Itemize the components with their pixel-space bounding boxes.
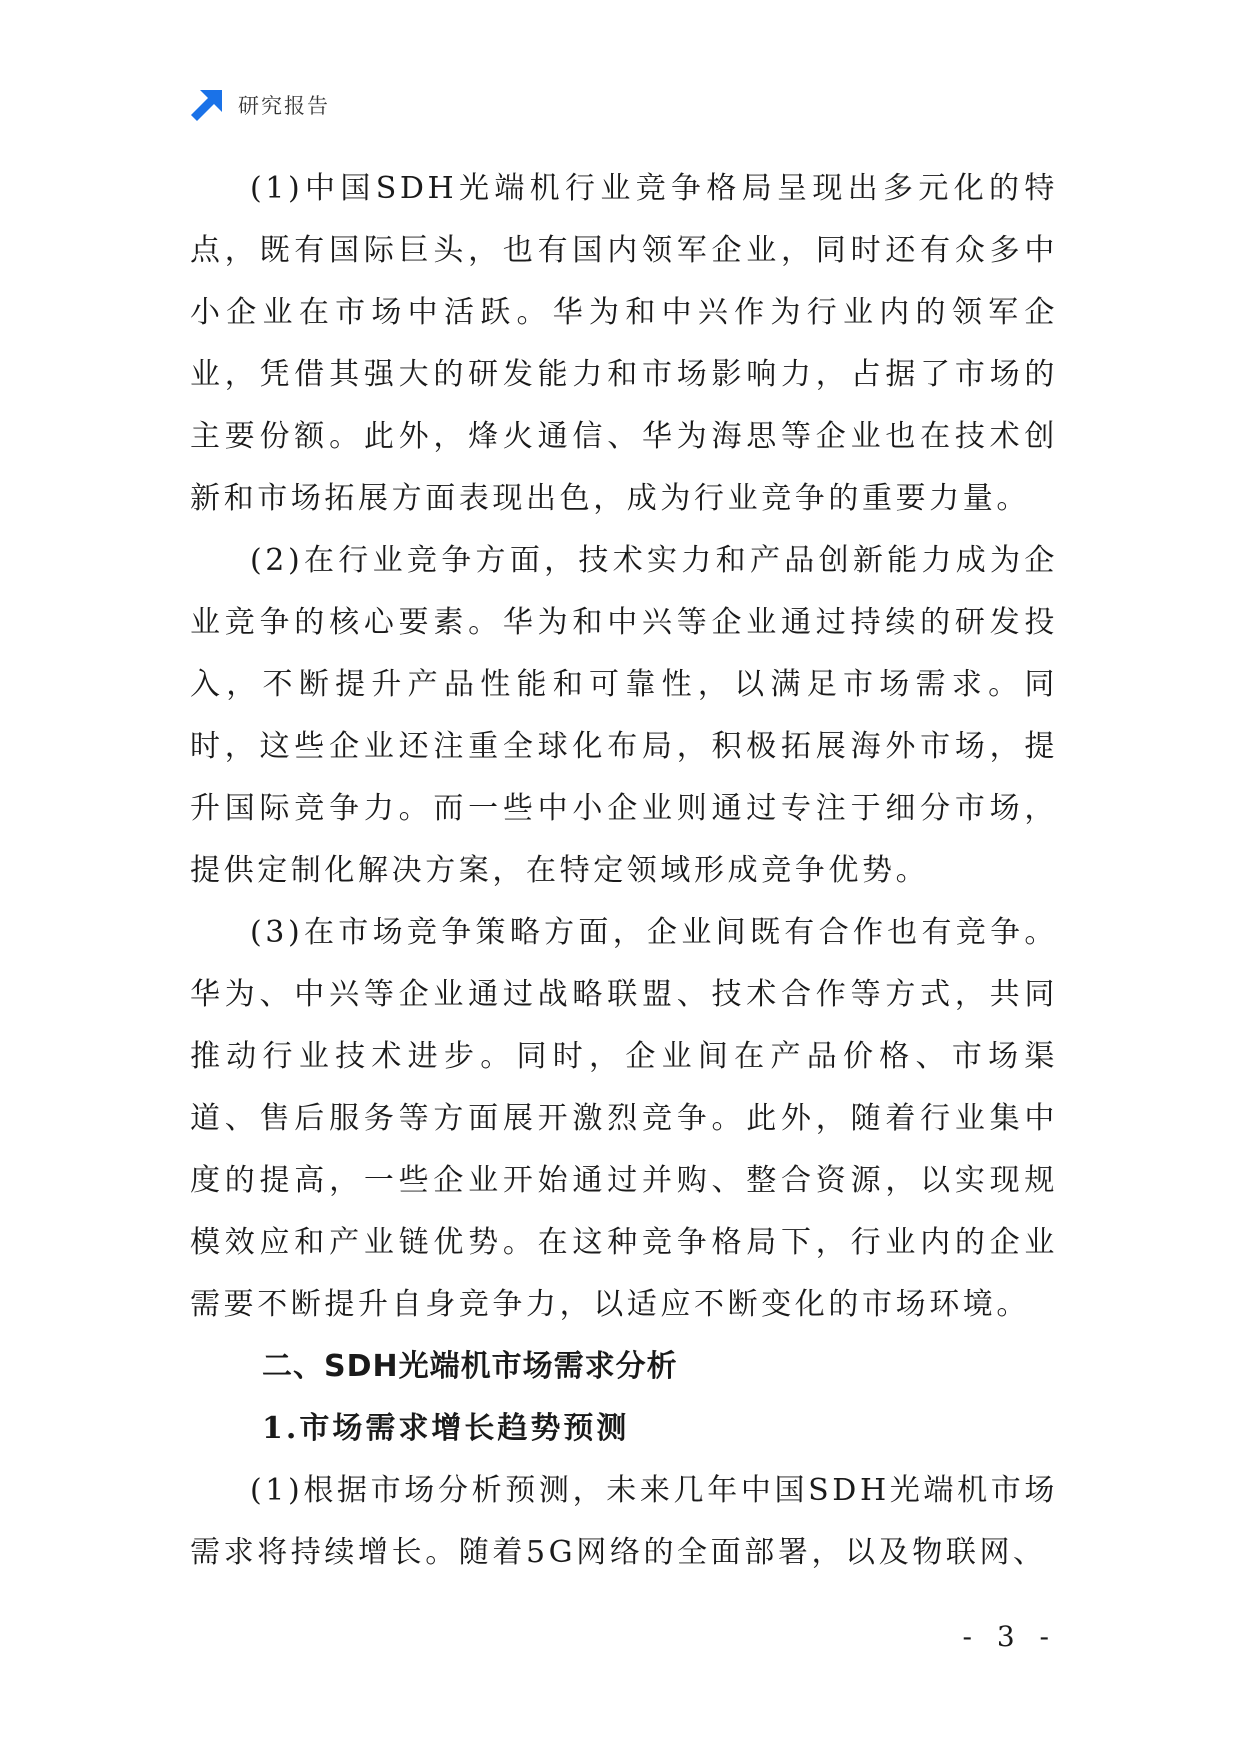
- paragraph-4: (1)根据市场分析预测，未来几年中国SDH光端机市场需求将持续增长。随着5G网络的全面部署，以及物联网、: [190, 1473, 1058, 1570]
- page-number: - 3 -: [962, 1620, 1057, 1653]
- section-heading: 二、SDH光端机市场需求分析: [262, 1349, 678, 1384]
- header-title: 研究报告: [238, 94, 330, 118]
- report-header: [190, 88, 330, 122]
- sub-heading: 1.市场需求增长趋势预测: [262, 1411, 630, 1446]
- paragraph-3: (3)在市场竞争策略方面，企业间既有合作也有竞争。华为、中兴等企业通过战略联盟、技术合作等方式，共同推动行业技术进步。同时，企业间在产品价格、市场渠道、售后服务等方面展开激烈竞争。此外，随着行业集中度的提高，一些企业开始通过并购、整合资源，以实现规模效应和产业链优势。在这种竞争格局下，行业内的企业需要不断提升自身竞争力，以适应不断变化的市场环境。: [190, 915, 1058, 1322]
- paragraph-1: (1)中国SDH光端机行业竞争格局呈现出多元化的特点，既有国际巨头，也有国内领军企业，同时还有众多中小企业在市场中活跃。华为和中兴作为行业内的领军企业，凭借其强大的研发能力和市场影响力，占据了市场的主要份额。此外，烽火通信、华为海思等企业也在技术创新和市场拓展方面表现出色，成为行业竞争的重要力量。: [190, 171, 1058, 516]
- arrow-up-right-icon: [190, 88, 224, 122]
- paragraph-2: (2)在行业竞争方面，技术实力和产品创新能力成为企业竞争的核心要素。华为和中兴等企业通过持续的研发投入，不断提升产品性能和可靠性，以满足市场需求。同时，这些企业还注重全球化布局，积极拓展海外市场，提升国际竞争力。而一些中小企业则通过专注于细分市场，提供定制化解决方案，在特定领域形成竞争优势。: [190, 543, 1058, 888]
- document-body: [190, 158, 1058, 1584]
